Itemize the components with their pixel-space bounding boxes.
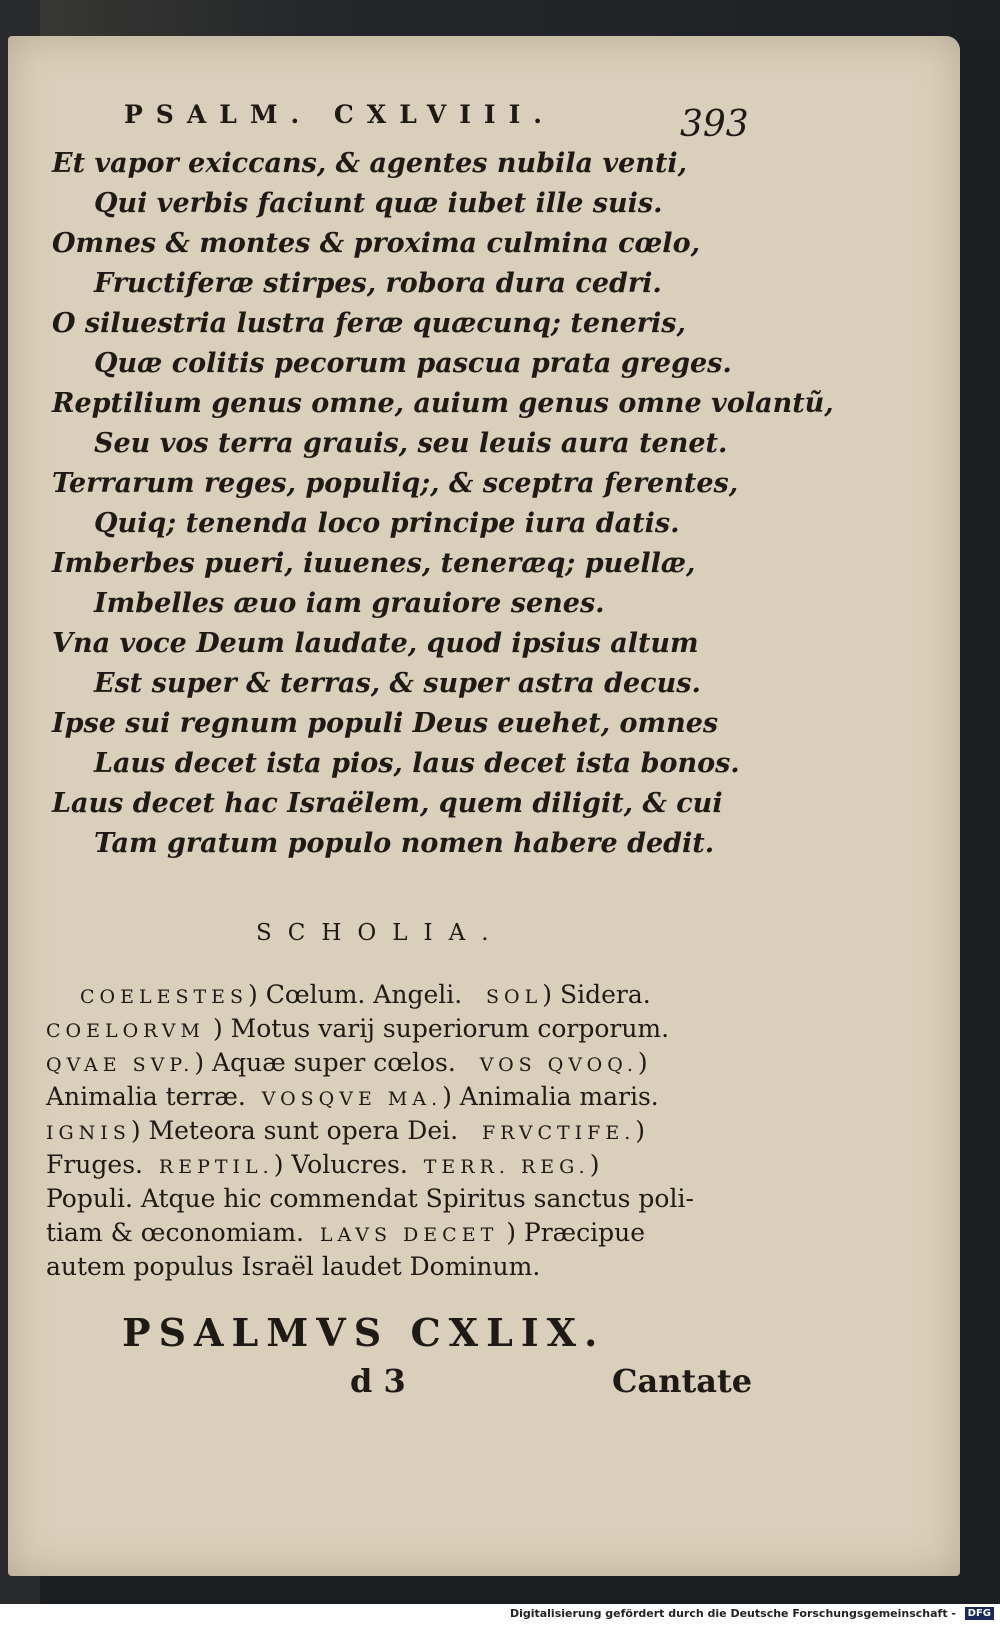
signature-mark: d 3	[350, 1362, 406, 1400]
gloss: ) Sidera.	[542, 980, 651, 1009]
gloss: )	[637, 1048, 648, 1077]
lemma: LAVS DECET	[319, 1224, 499, 1246]
lemma: REPTIL.	[158, 1156, 274, 1178]
scholia-line	[46, 1148, 599, 1184]
lemma: SOL	[486, 986, 543, 1008]
scholia-heading: SCHOLIA.	[256, 920, 505, 946]
scan-background-top	[0, 0, 1000, 40]
page-number: 393	[680, 104, 749, 145]
verse-line: O siluestria lustra feræ quæcunq; teneris,	[52, 308, 686, 339]
verse-line: Est super & terras, & super astra decus.	[94, 668, 701, 699]
scholia-line	[46, 1046, 648, 1082]
lemma: FRVCTIFE.	[481, 1122, 636, 1144]
verse-line: Et vapor exiccans, & agentes nubila venti,	[52, 148, 688, 179]
gloss: ) Meteora sunt opera Dei.	[130, 1116, 459, 1145]
gloss: Animalia terræ.	[46, 1082, 246, 1111]
lemma: QVAE SVP.	[46, 1054, 195, 1076]
verse-line: Qui verbis faciunt quæ iubet ille suis.	[94, 188, 663, 219]
verse-line: Omnes & montes & proxima culmina cœlo,	[52, 228, 700, 259]
gloss: ) Aquæ super cœlos.	[194, 1048, 456, 1077]
verse-line: Quæ colitis pecorum pascua prata greges.	[94, 348, 732, 379]
catchword: Cantate	[612, 1362, 753, 1400]
lemma: VOS QVOQ.	[479, 1054, 638, 1076]
verse-line: Ipse sui regnum populi Deus euehet, omnes	[52, 708, 719, 739]
gloss: ) Præcipue	[506, 1218, 646, 1247]
verse-line: Fructiferæ stirpes, robora dura cedri.	[94, 268, 662, 299]
verse-line: Seu vos terra grauis, seu leuis aura tenet.	[94, 428, 728, 459]
lemma: VOSQVE MA.	[261, 1088, 443, 1110]
scholia-line	[80, 978, 651, 1014]
verse-line: Imbelles æuo iam grauiore senes.	[94, 588, 605, 619]
verse-line: Laus decet ista pios, laus decet ista bonos.	[94, 748, 740, 779]
gloss: tiam & œconomiam.	[46, 1218, 304, 1247]
running-title: PSALM. CXLVIII.	[124, 100, 555, 129]
scholia-line	[46, 1080, 659, 1116]
gloss: ) Motus varij superiorum corporum.	[212, 1014, 670, 1043]
gloss: Fruges.	[46, 1150, 143, 1179]
verse-line: Reptilium genus omne, auium genus omne volantũ,	[52, 388, 834, 419]
gloss: ) Volucres.	[273, 1150, 408, 1179]
footer-credit: Digitalisierung gefördert durch die Deutsche Forschungsgemeinschaft -	[509, 1607, 956, 1620]
lemma: COELORVM	[46, 1020, 205, 1042]
gloss: autem populus Israël laudet Dominum.	[46, 1252, 541, 1281]
lemma: TERR. REG.	[423, 1156, 590, 1178]
verse-line: Laus decet hac Israëlem, quem diligit, & cui	[52, 788, 723, 819]
dfg-logo: DFG	[965, 1607, 994, 1620]
scholia-line	[46, 1012, 669, 1048]
scholia-line	[46, 1250, 540, 1284]
lemma: COELESTES	[80, 986, 249, 1008]
gloss: Populi. Atque hic commendat Spiritus sanctus poli-	[46, 1184, 694, 1213]
scholia-line	[46, 1216, 645, 1252]
gloss: ) Cœlum. Angeli.	[248, 980, 463, 1009]
verse-line: Quiq; tenenda loco principe iura datis.	[94, 508, 680, 539]
next-psalm-heading: PSALMVS CXLIX.	[122, 1310, 606, 1355]
gloss: ) Animalia maris.	[442, 1082, 659, 1111]
scholia-line	[46, 1114, 645, 1150]
verse-line: Terrarum reges, populiq;, & sceptra ferentes,	[52, 468, 739, 499]
gloss: )	[589, 1150, 600, 1179]
verse-line: Tam gratum populo nomen habere dedit.	[94, 828, 715, 859]
scholia-line	[46, 1182, 694, 1216]
gloss: )	[635, 1116, 646, 1145]
verse-line: Imberbes pueri, iuuenes, teneræq; puellæ,	[52, 548, 696, 579]
verse-line: Vna voce Deum laudate, quod ipsius altum	[52, 628, 699, 659]
lemma: IGNIS	[46, 1122, 131, 1144]
